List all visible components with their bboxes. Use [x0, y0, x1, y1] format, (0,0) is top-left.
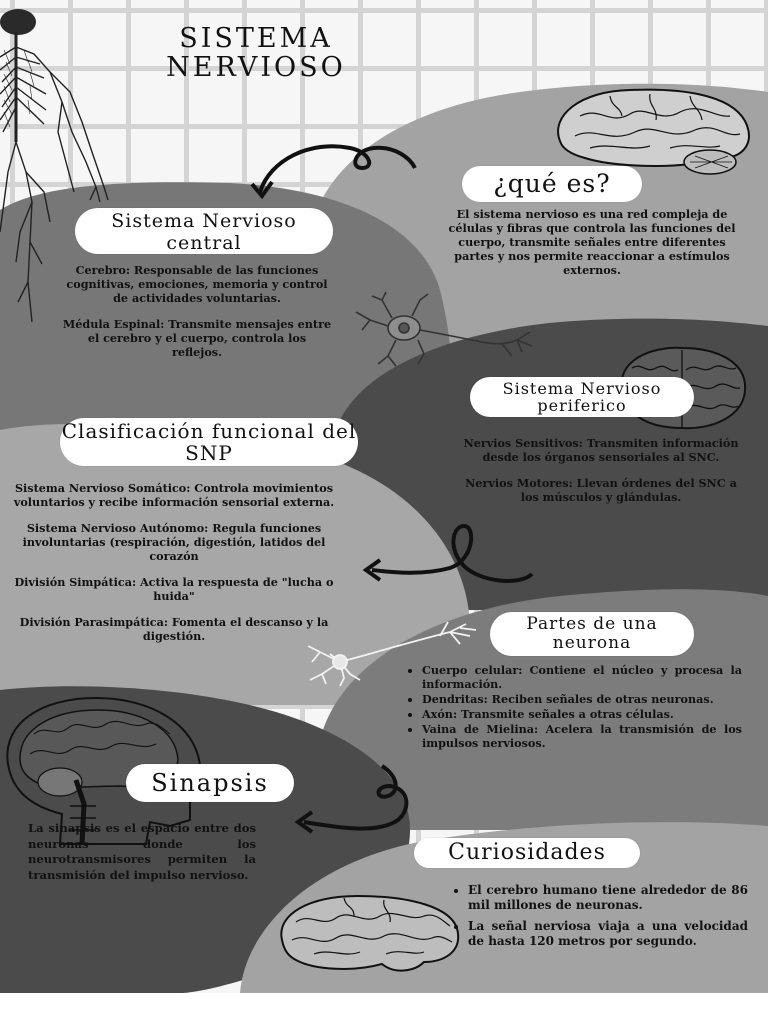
neuron-icon	[352, 290, 542, 370]
snp-heading	[470, 377, 694, 417]
snp-paragraph: Nervios Motores: Llevan órdenes del SNC a los músculos y glándulas.	[465, 476, 737, 504]
clasificacion-body	[8, 481, 340, 655]
clasificacion-paragraph: Sistema Nervioso Autónomo: Regula funciones involuntarias (respiración, digestión, latidos del corazón	[22, 521, 326, 563]
neurona-list	[402, 663, 742, 750]
bottom-margin	[0, 993, 768, 1024]
neurona-list-item: • Cuerpo celular: Contiene el núcleo y procesa la información.	[422, 663, 742, 691]
que-es-body: El sistema nervioso es una red compleja de células y fibras que controla las funciones del cuerpo, transmite señales entre diferentes partes y nos permite reaccionar a estímulos externos.	[448, 207, 736, 277]
snc-paragraph: Cerebro: Responsable de las funciones cognitivas, emociones, memoria y control de actividades voluntarias.	[66, 263, 328, 305]
curiosidades-heading: Curiosidades	[414, 838, 640, 868]
curved-arrow-icon	[360, 520, 540, 590]
neurona-list-item: • Vaina de Mielina: Acelera la transmisión de los impulsos nerviosos.	[422, 722, 742, 750]
clasificacion-heading	[60, 418, 358, 466]
neurona-heading-text: Partes de una neurona	[526, 614, 658, 653]
neurona-list-item: • Dendritas: Reciben señales de otras neuronas.	[422, 692, 742, 706]
snc-heading-text: Sistema Nervioso central	[111, 210, 297, 254]
que-es-heading: ¿qué es?	[462, 166, 642, 202]
curiosidades-list-item: • El cerebro humano tiene alrededor de 86 mil millones de neuronas.	[468, 883, 748, 913]
neurona-body	[402, 663, 742, 751]
curved-arrow-icon	[250, 140, 420, 200]
clasificacion-paragraph: División Simpática: Activa la respuesta de "lucha o huida"	[14, 575, 334, 603]
snp-paragraph: Nervios Sensitivos: Transmiten información desde los órganos sensoriales al SNC.	[463, 436, 739, 464]
snc-paragraph: Médula Espinal: Transmite mensajes entre el cerebro y el cuerpo, controla los reflejos.	[62, 317, 332, 359]
snp-heading-text: Sistema Nervioso periferico	[502, 379, 662, 415]
brain-outline-icon	[274, 892, 464, 976]
page-title: SISTEMA NERVIOSO	[166, 23, 346, 83]
snc-heading	[75, 208, 333, 254]
curiosidades-list-item: • La señal nerviosa viaja a una velocidad de hasta 120 metros por segundo.	[468, 919, 748, 949]
clasificacion-heading-text: Clasificación funcional del SNP	[61, 419, 357, 465]
neurona-heading	[490, 612, 694, 656]
curiosidades-body	[448, 883, 748, 950]
snp-body	[455, 436, 747, 516]
clasificacion-paragraph: División Parasimpática: Fomenta el descanso y la digestión.	[19, 615, 329, 643]
curiosidades-list	[448, 883, 748, 949]
neurona-list-item: • Axón: Transmite señales a otras células.	[422, 707, 742, 721]
clasificacion-paragraph: Sistema Nervioso Somático: Controla movimientos voluntarios y recibe información sensorial externa.	[13, 481, 335, 509]
curved-arrow-icon	[290, 762, 420, 842]
snc-body	[62, 263, 332, 371]
sinapsis-heading: Sinapsis	[126, 764, 294, 802]
sinapsis-body: La sinapsis es el espacio entre dos neuronas donde los neurotransmisores permiten la transmisión del impulso nervioso.	[28, 821, 256, 882]
